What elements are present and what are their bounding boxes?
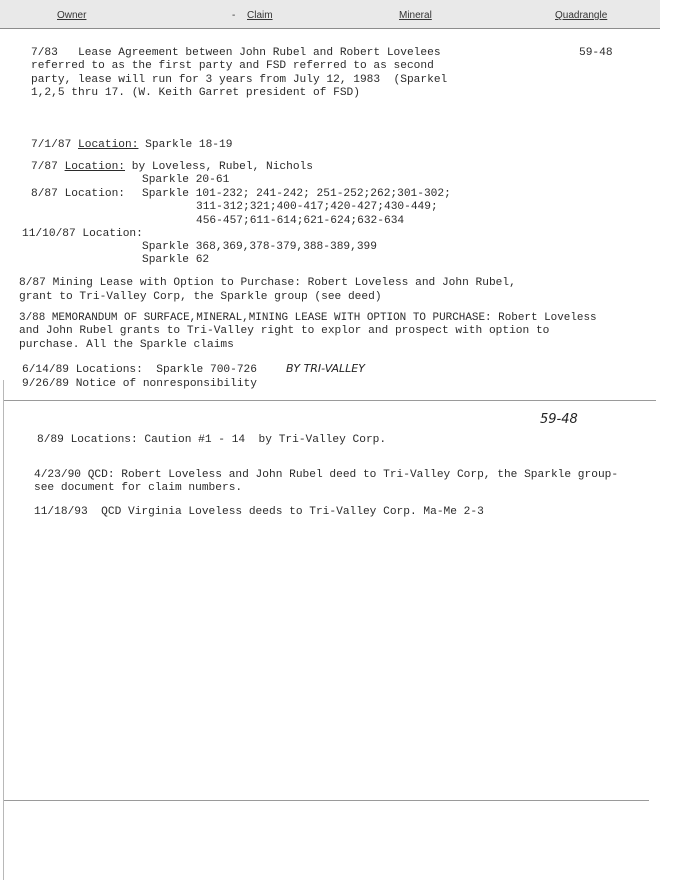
entry-887-line-3: 456-457;611-614;621-624;632-634 <box>196 215 405 227</box>
entry-783-line-2: referred to as the first party and FSD referred to as second <box>31 60 434 72</box>
entry-887-lease-line-2: grant to Tri-Valley Corp, the Sparkle group (see deed) <box>19 291 382 303</box>
entry-111087-line-1: Sparkle 368,369,378-379,388-389,399 <box>142 241 377 253</box>
header-claim: Claim <box>247 10 273 21</box>
entry-388-line-3: purchase. All the Sparkle claims <box>19 339 234 351</box>
entry-787-text: by Loveless, Rubel, Nichols <box>131 161 314 173</box>
bottom-rule <box>4 800 649 801</box>
handwritten-ref: 59-48 <box>540 412 578 427</box>
entry-783-ref: 59-48 <box>579 47 613 59</box>
entry-111087-date: 11/10/87 Location: <box>22 228 143 240</box>
header-bar <box>0 0 660 29</box>
header-owner: Owner <box>57 10 87 21</box>
entry-111087-line-2: Sparkle 62 <box>142 254 210 266</box>
entry-783-line-3: party, lease will run for 3 years from July 12, 1983 (Sparkel <box>31 74 448 86</box>
entry-887-date: 8/87 Location: <box>31 188 125 200</box>
entry-111893-text: 11/18/93 QCD Virginia Loveless deeds to Tri-Valley Corp. Ma-Me 2-3 <box>34 506 484 518</box>
entry-887-line-2: 311-312;321;400-417;420-427;430-449; <box>196 201 438 213</box>
entry-889-text: 8/89 Locations: Caution #1 - 14 by Tri-Valley Corp. <box>37 434 387 446</box>
entry-92689-text: 9/26/89 Notice of nonresponsibility <box>22 378 257 390</box>
entry-783-line-1: 7/83 Lease Agreement between John Rubel and Robert Lovelees <box>31 47 441 59</box>
entry-887-lease-line-1: 8/87 Mining Lease with Option to Purchase: Robert Loveless and John Rubel, <box>19 277 516 289</box>
section-divider <box>4 400 656 401</box>
header-quadrangle: Quadrangle <box>555 10 608 21</box>
entry-787 <box>31 161 313 174</box>
entry-787-line-2: Sparkle 20-61 <box>142 174 230 186</box>
entry-42390-line-2: see document for claim numbers. <box>34 482 243 494</box>
entry-7187-label: Location: <box>78 139 139 151</box>
entry-787-date: 7/87 <box>31 161 58 173</box>
entry-61489-text: 6/14/89 Locations: Sparkle 700-726 <box>22 364 257 376</box>
entry-7187-date: 7/1/87 <box>31 139 72 151</box>
entry-887-line-1: Sparkle 101-232; 241-242; 251-252;262;301-302; <box>142 188 451 200</box>
left-edge-line <box>3 380 4 880</box>
entry-61489-handwritten: BY TRI-VALLEY <box>286 362 365 375</box>
entry-7187 <box>31 139 232 152</box>
entry-783-line-4: 1,2,5 thru 17. (W. Keith Garret president of FSD) <box>31 87 360 99</box>
header-claim-marker: - <box>232 10 236 21</box>
entry-7187-text: Sparkle 18-19 <box>145 139 233 151</box>
entry-787-label: Location: <box>64 161 126 173</box>
entry-388-line-1: 3/88 MEMORANDUM OF SURFACE,MINERAL,MINING LEASE WITH OPTION TO PURCHASE: Robert Loveless <box>19 312 597 324</box>
entry-42390-line-1: 4/23/90 QCD: Robert Loveless and John Rubel deed to Tri-Valley Corp, the Sparkle group- <box>34 469 619 481</box>
entry-388-line-2: and John Rubel grants to Tri-Valley right to explor and prospect with option to <box>19 325 550 337</box>
header-mineral: Mineral <box>399 10 432 21</box>
